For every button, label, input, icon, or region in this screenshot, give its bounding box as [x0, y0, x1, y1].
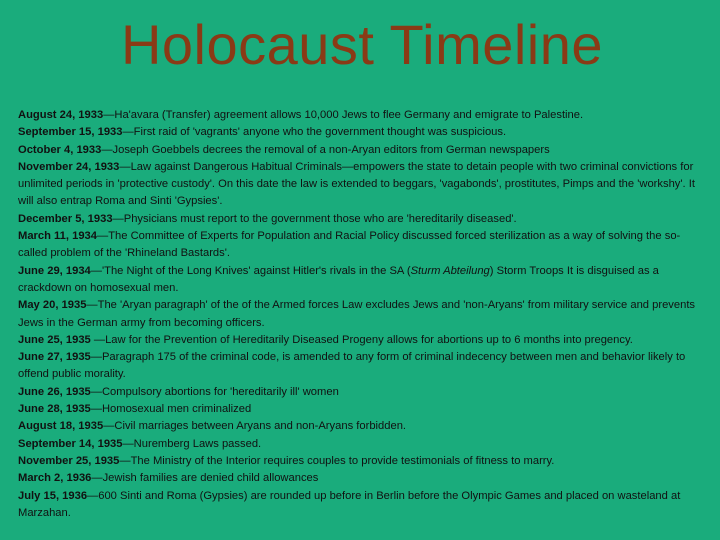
entry-text: —The Ministry of the Interior requires couples to provide testimonials of fitness to marry. — [119, 454, 555, 467]
entry-text: —The 'Aryan paragraph' of the of the Armed forces Law excludes Jews and 'non-Aryans' from military service and prevents Jews in the German army from becoming officers. — [18, 299, 696, 329]
page-title: Holocaust Timeline — [120, 13, 604, 76]
timeline-entry — [18, 297, 706, 332]
entry-text: —Paragraph 175 of the criminal code, is amended to any form of criminal indecency between men and behavior likely to offend public morality. — [18, 351, 686, 381]
timeline-entry — [18, 453, 706, 470]
entry-date: July 15, 1936 — [18, 489, 88, 502]
entry-text: —The Committee of Experts for Population and Racial Policy discussed forced sterilization as a way of solving the so-called problem of the 'Rhineland Bastards'. — [18, 230, 681, 260]
entry-date: March 2, 1936 — [18, 472, 92, 485]
timeline-entry — [18, 436, 706, 453]
timeline-list — [18, 107, 706, 522]
entry-date: November 24, 1933 — [18, 160, 120, 173]
entry-date: December 5, 1933 — [18, 212, 113, 225]
timeline-entry — [18, 228, 706, 263]
timeline-entry — [18, 470, 706, 487]
timeline-entry — [18, 488, 706, 523]
entry-text: —Homosexual men criminalized — [90, 403, 252, 416]
entry-date: October 4, 1933 — [18, 143, 102, 156]
entry-text: —Law against Dangerous Habitual Criminals—empowers the state to detain people with two criminal convictions for unlimited periods in 'protective custody'. On this date the law is extended to beggars, 'vagabonds', prostitutes, Pimps and the 'workshy'. It will also entrap Roma and Sinti 'Gypsies'. — [18, 160, 695, 208]
timeline-entry — [18, 384, 706, 401]
entry-date: August 24, 1933 — [18, 109, 104, 121]
entry-text: —First raid of 'vagrants' anyone who the government thought was suspicious. — [122, 126, 507, 139]
entry-date: June 28, 1935 — [18, 403, 91, 416]
entry-date: August 18, 1935 — [18, 420, 104, 433]
entry-date: September 15, 1933 — [18, 126, 123, 139]
entry-date: September 14, 1935 — [18, 437, 123, 450]
entry-text: —600 Sinti and Roma (Gypsies) are rounded up before in Berlin before the Olympic Games and placed on wasteland at Marzahan. — [18, 489, 681, 519]
timeline-entry — [18, 332, 706, 349]
entry-date: May 20, 1935 — [18, 299, 87, 312]
timeline-entry — [18, 418, 706, 435]
timeline-entry — [18, 107, 706, 124]
entry-text-after: ) Storm Troops It is disguised as a crackdown on homosexual men. — [18, 264, 659, 294]
timeline-entry — [18, 263, 706, 298]
timeline-entry — [18, 159, 706, 211]
entry-italic-text: Sturm Abteilung — [410, 264, 490, 277]
timeline-entry — [18, 142, 706, 159]
entry-date: June 26, 1935 — [18, 385, 91, 398]
entry-text: —Jewish families are denied child allowances — [91, 472, 319, 485]
entry-text: —Joseph Goebbels decrees the removal of a non-Aryan editors from German newspapers — [101, 143, 550, 156]
entry-text: —Ha'avara (Transfer) agreement allows 10,000 Jews to flee Germany and emigrate to Palestine. — [103, 109, 584, 121]
entry-text: —'The Night of the Long Knives' against Hitler's rivals in the SA ( — [90, 264, 411, 277]
entry-text: —Law for the Prevention of Hereditarily Diseased Progeny allows for abortions up to 6 months into pregency. — [90, 333, 633, 346]
timeline-entry — [18, 211, 706, 228]
entry-date: June 29, 1934 — [18, 264, 91, 277]
entry-date: March 11, 1934 — [18, 230, 97, 243]
entry-text: —Physicians must report to the government those who are 'hereditarily diseased'. — [112, 212, 517, 225]
timeline-entry — [18, 124, 706, 141]
entry-text: —Civil marriages between Aryans and non-Aryans forbidden. — [103, 420, 407, 433]
entry-text: —Nuremberg Laws passed. — [122, 437, 262, 450]
entry-date: June 25, 1935 — [18, 333, 91, 346]
timeline-entry — [18, 401, 706, 418]
entry-date: June 27, 1935 — [18, 351, 91, 364]
timeline-entry — [18, 349, 706, 384]
entry-text: —Compulsory abortions for 'hereditarily ill' women — [90, 385, 339, 398]
entry-date: November 25, 1935 — [18, 454, 120, 467]
